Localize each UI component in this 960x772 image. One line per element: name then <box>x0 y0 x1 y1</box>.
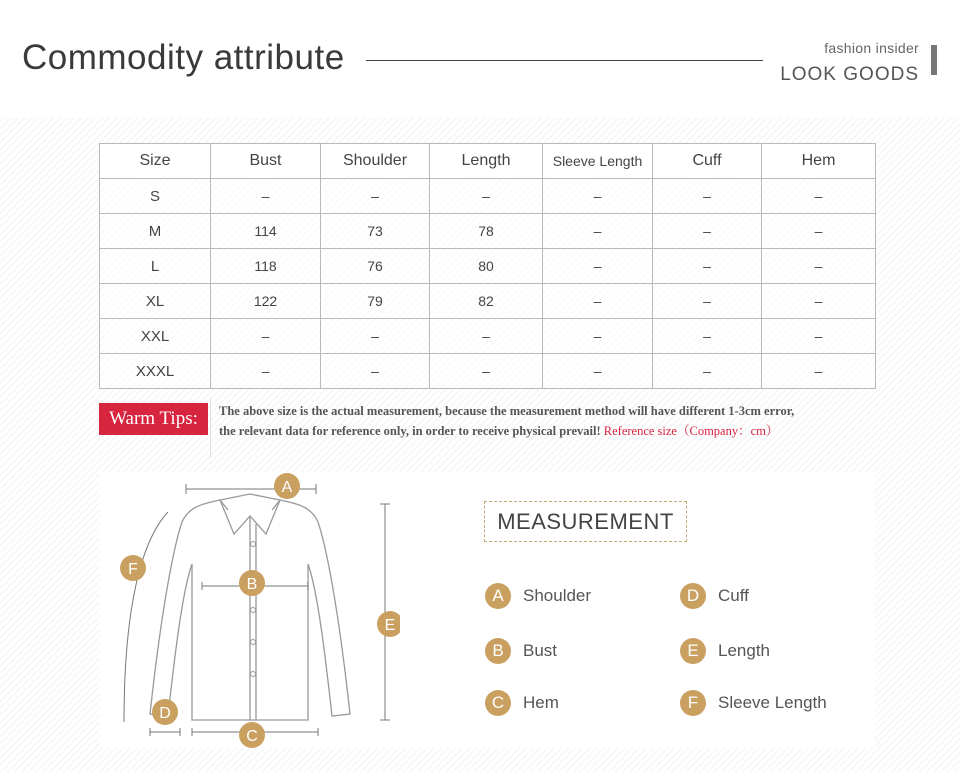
table-cell: 122 <box>211 284 321 319</box>
table-cell: – <box>762 284 876 319</box>
header-length: Length <box>430 144 543 179</box>
table-row <box>100 354 876 389</box>
table-cell: – <box>653 179 762 214</box>
tips-line-2-text: the relevant data for reference only, in order to receive physical prevail! <box>219 424 601 438</box>
header-cuff: Cuff <box>653 144 762 179</box>
header-shoulder: Shoulder <box>321 144 430 179</box>
table-cell: XXXL <box>100 354 211 389</box>
reference-size-note: Reference size（Company：cm） <box>603 424 779 438</box>
table-cell: – <box>762 214 876 249</box>
page-title: Commodity attribute <box>22 38 345 77</box>
tagline-small: fashion insider <box>824 40 919 56</box>
marker-a: A <box>281 479 293 496</box>
table-cell: – <box>211 354 321 389</box>
table-cell: – <box>321 179 430 214</box>
legend-label-hem: Hem <box>523 693 559 712</box>
table-cell: – <box>543 249 653 284</box>
table-cell: – <box>543 319 653 354</box>
legend-item-cuff <box>680 583 749 609</box>
title-divider <box>366 60 763 61</box>
legend-label-shoulder: Shoulder <box>523 586 592 605</box>
table-header-row <box>100 144 876 179</box>
legend-label-length: Length <box>718 641 770 660</box>
legend-item-length <box>680 638 770 664</box>
table-cell: – <box>762 179 876 214</box>
marker-d: D <box>159 705 171 722</box>
table-cell: – <box>762 354 876 389</box>
table-cell: 114 <box>211 214 321 249</box>
table-row <box>100 284 876 319</box>
size-table <box>99 143 876 389</box>
header-size: Size <box>100 144 211 179</box>
header-bust: Bust <box>211 144 321 179</box>
table-cell: – <box>653 249 762 284</box>
table-cell: 79 <box>321 284 430 319</box>
tips-line-2 <box>219 421 879 441</box>
legend-letter-a: A <box>485 583 511 609</box>
table-cell: 80 <box>430 249 543 284</box>
table-cell: – <box>762 249 876 284</box>
legend-item-sleeve-length <box>680 690 827 716</box>
table-cell: – <box>543 214 653 249</box>
marker-e: E <box>384 617 396 634</box>
header-hem: Hem <box>762 144 876 179</box>
tips-line-1: The above size is the actual measurement, because the measurement method will have different 1-3cm error, <box>219 404 795 418</box>
table-cell: 76 <box>321 249 430 284</box>
marker-b: B <box>246 576 258 593</box>
table-cell: – <box>543 179 653 214</box>
legend-letter-f: F <box>680 690 706 716</box>
table-cell: 73 <box>321 214 430 249</box>
table-cell: – <box>543 354 653 389</box>
table-cell: S <box>100 179 211 214</box>
marker-c: C <box>246 728 258 745</box>
table-cell: M <box>100 214 211 249</box>
legend-item-bust <box>485 638 557 664</box>
table-cell: XL <box>100 284 211 319</box>
table-cell: – <box>321 319 430 354</box>
legend-item-hem <box>485 690 559 716</box>
warm-tips-badge: Warm Tips: <box>99 403 208 435</box>
table-cell: – <box>430 319 543 354</box>
tips-divider <box>210 398 211 458</box>
legend-label-cuff: Cuff <box>718 586 749 605</box>
table-row <box>100 179 876 214</box>
table-cell: 82 <box>430 284 543 319</box>
measurement-title: MEASUREMENT <box>484 501 687 542</box>
table-cell: – <box>430 179 543 214</box>
table-cell: – <box>762 319 876 354</box>
table-row <box>100 214 876 249</box>
legend-letter-c: C <box>485 690 511 716</box>
legend-letter-b: B <box>485 638 511 664</box>
header <box>0 0 960 118</box>
table-cell: – <box>211 179 321 214</box>
tips-text <box>219 401 879 441</box>
table-cell: – <box>653 354 762 389</box>
table-cell: – <box>211 319 321 354</box>
legend-letter-e: E <box>680 638 706 664</box>
table-cell: 118 <box>211 249 321 284</box>
table-cell: XXL <box>100 319 211 354</box>
tagline-big: LOOK GOODS <box>780 64 919 85</box>
table-cell: – <box>321 354 430 389</box>
table-cell: – <box>430 354 543 389</box>
measurement-diagram <box>100 472 875 748</box>
legend-label-sleeve-length: Sleeve Length <box>718 693 827 712</box>
table-cell: – <box>653 214 762 249</box>
legend-item-shoulder <box>485 583 591 609</box>
table-cell: L <box>100 249 211 284</box>
table-cell: – <box>543 284 653 319</box>
legend-label-bust: Bust <box>523 641 558 660</box>
table-row <box>100 319 876 354</box>
legend-letter-d: D <box>680 583 706 609</box>
table-cell: – <box>653 319 762 354</box>
shirt-illustration <box>100 472 400 748</box>
table-row <box>100 249 876 284</box>
marker-f: F <box>128 561 138 578</box>
table-cell: 78 <box>430 214 543 249</box>
table-cell: – <box>653 284 762 319</box>
accent-bar <box>931 45 937 75</box>
header-sleeve-length: Sleeve Length <box>543 144 653 179</box>
